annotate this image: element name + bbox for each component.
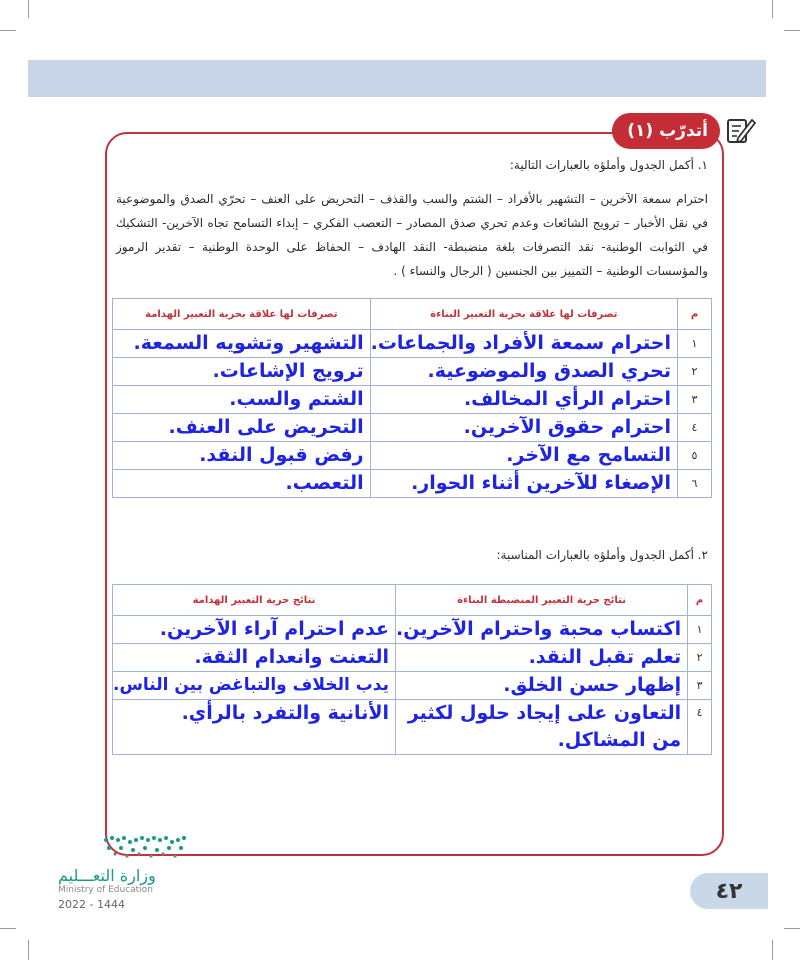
row-number: ٦ <box>678 470 712 498</box>
answer-destructive[interactable]: ترويج الإشاعات. <box>113 358 371 386</box>
row-number: ٢ <box>678 358 712 386</box>
exercise1-table <box>112 298 712 498</box>
exercise2-table <box>112 584 712 755</box>
constructive-results-header: نتائج حرية التعبير المنضبطة البناءة <box>396 585 688 616</box>
exercise1-word-bank: احترام سمعة الآخرين – التشهير بالأفراد – الشتم والسب والقذف – التحريض على العنف – تحرّي الصدق والموضوعية في نقل الأخبار – ترويج الشائعات وعدم تحري صدق المصادر – التعصب الفكري – إبداء التسامح تجاه الآخرين- التشكيك في الثوابت الوطنية- نقد التصرفات بلغة منضبطة- النقد الهادف – الحفاظ على الوحدة الوطنية – تقدير الرموز والمؤسسات الوطنية – التمييز بين الجنسين ( الرجال والنساء ) . <box>116 192 708 278</box>
crop-mark <box>772 940 773 960</box>
crop-mark <box>0 30 16 31</box>
exercise-title-tab <box>612 113 720 149</box>
row-number: ٤ <box>688 700 712 755</box>
row-number: ١ <box>678 330 712 358</box>
crop-mark <box>0 928 16 929</box>
table-row <box>113 442 712 470</box>
table-row <box>113 358 712 386</box>
col-num-header: م <box>678 299 712 330</box>
answer-constructive[interactable]: إظهار حسن الخلق. <box>396 672 688 700</box>
row-number: ٤ <box>678 414 712 442</box>
answer-destructive[interactable]: الشتم والسب. <box>113 386 371 414</box>
crop-mark <box>772 0 773 18</box>
row-number: ٣ <box>688 672 712 700</box>
table-row <box>113 470 712 498</box>
answer-destructive[interactable]: التعنت وانعدام الثقة. <box>113 644 396 672</box>
edition-year: 2022 - 1444 <box>58 898 125 911</box>
vision-2030-logo <box>100 830 192 860</box>
header-band <box>28 60 766 97</box>
answer-constructive[interactable]: احترام حقوق الآخرين. <box>370 414 677 442</box>
pencil-notepad-icon <box>724 114 756 146</box>
page-number: ٤٢ <box>690 873 768 909</box>
answer-constructive[interactable]: التسامح مع الآخر. <box>370 442 677 470</box>
crop-mark <box>784 928 800 929</box>
answer-constructive[interactable]: تحري الصدق والموضوعية. <box>370 358 677 386</box>
table-row <box>113 386 712 414</box>
ministry-name-english: Ministry of Education <box>58 885 153 895</box>
table-row <box>113 644 712 672</box>
table-row <box>113 330 712 358</box>
answer-constructive[interactable]: التعاون على إيجاد حلول لكثير من المشاكل. <box>396 700 688 755</box>
answer-constructive[interactable]: اكتساب محبة واحترام الآخرين. <box>396 616 688 644</box>
row-number: ١ <box>688 616 712 644</box>
row-number: ٥ <box>678 442 712 470</box>
ministry-name-arabic: وزارة التعـــليم <box>58 866 156 885</box>
row-number: ٣ <box>678 386 712 414</box>
row-number: ٢ <box>688 644 712 672</box>
answer-constructive[interactable]: الإصغاء للآخرين أثناء الحوار. <box>370 470 677 498</box>
constructive-header: تصرفات لها علاقة بحرية التعبير البناءة <box>370 299 677 330</box>
table-row <box>113 672 712 700</box>
answer-constructive[interactable]: احترام الرأي المخالف. <box>370 386 677 414</box>
answer-destructive[interactable]: الأنانية والتفرد بالرأي. <box>113 700 396 755</box>
answer-constructive[interactable]: احترام سمعة الأفراد والجماعات. <box>370 330 677 358</box>
answer-destructive[interactable]: التشهير وتشويه السمعة. <box>113 330 371 358</box>
answer-destructive[interactable]: يدب الخلاف والتباغض بين الناس. <box>113 672 396 700</box>
col-num-header: م <box>688 585 712 616</box>
answer-destructive[interactable]: التحريض على العنف. <box>113 414 371 442</box>
crop-mark <box>784 30 800 31</box>
table-row <box>113 616 712 644</box>
answer-constructive[interactable]: تعلم تقبل النقد. <box>396 644 688 672</box>
table-row <box>113 700 712 755</box>
destructive-results-header: نتائج حرية التعبير الهدامة <box>113 585 396 616</box>
answer-destructive[interactable]: التعصب. <box>113 470 371 498</box>
crop-mark <box>28 940 29 960</box>
answer-destructive[interactable]: رفض قبول النقد. <box>113 442 371 470</box>
exercise2-instruction: ٢. أكمل الجدول وأملؤه بالعبارات المناسبة: <box>496 548 708 562</box>
destructive-header: تصرفات لها علاقة بحرية التعبير الهدامة <box>113 299 371 330</box>
exercise-title: أتدرّب (١) <box>627 121 708 141</box>
answer-destructive[interactable]: عدم احترام آراء الآخرين. <box>113 616 396 644</box>
exercise1-instruction: ١. أكمل الجدول وأملؤه بالعبارات التالية: <box>509 158 708 172</box>
crop-mark <box>28 0 29 18</box>
table-row <box>113 414 712 442</box>
